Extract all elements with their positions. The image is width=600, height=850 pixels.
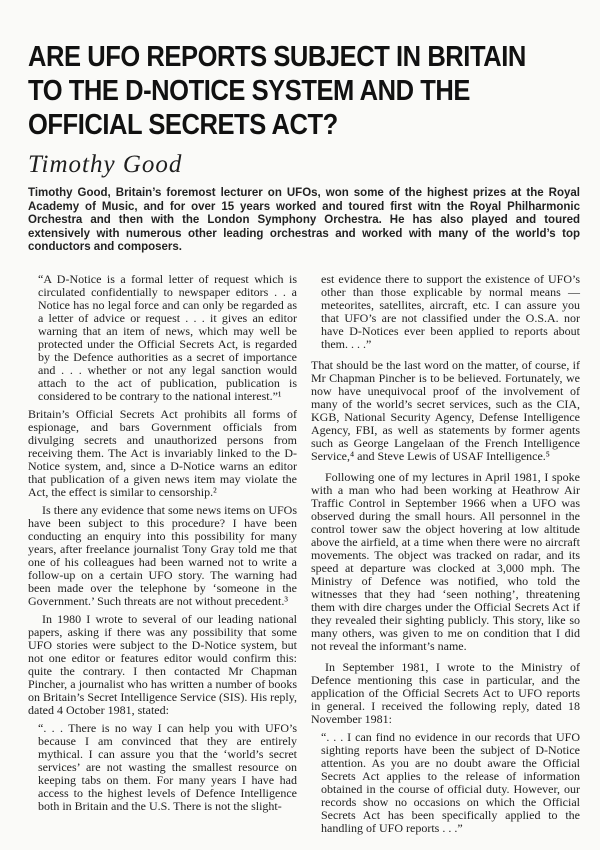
paragraph-heathrow-incident: Following one of my lectures in April 1981, I spoke with a man who had been working at Heathrow Air Traffic Control in September 1966 when a UFO was observed during the small hours. All personnel in the control tower saw the object hovering at low altitude above the airfield, at a time when there were no aircraft movements. The object was tracked on radar, and its speed at departure was clocked at 3,000 mph. The Ministry of Defence was notified, who told the witnesses that they had ‘seen nothing’, threatening them with dire charges under the Official Secrets Act if they revealed their sighting publicly. This story, like so many others, was given to me on condition that I did not reveal the informant’s name. (311, 469, 580, 653)
blockquote-mod-reply: “. . . I can find no evidence in our records that UFO sighting reports have been the subject of D-Notice attention. As you are no doubt aware the Official Secrets Act applies to the release of information obtained in the course of official duty. However, our records show no occasions on which the Official Secrets Act has been specifically applied to the handling of UFO reports . . .” (321, 729, 580, 835)
title-line-3: OFFICIAL SECRETS ACT? (28, 109, 338, 141)
author-byline: Timothy Good (28, 151, 183, 178)
article-body (28, 273, 580, 835)
blockquote-pincher-reply-end: est evidence there to support the existence of UFO’s other than those explicable by normal means — meteorites, satellites, aircraft, etc. I can assure you that UFO’s are not classified under the O.S.A. nor have D-Notices ever been applied to reports about them. . . .” (321, 271, 580, 351)
author-bio: Timothy Good, Britain’s foremost lecturer on UFOs, won some of the highest prizes at the Royal Academy of Music, and for over 15 years worked and toured first witn the Royal Philharmonic Orchestra and then with the London Symphony Orchestra. He has also played and toured extensively with numerous other leading orchestras and worked with many of the world’s top conductors and composers. (28, 187, 580, 253)
paragraph-official-secrets-act: Britain’s Official Secrets Act prohibits all forms of espionage, and bars Government officials from divulging secrets and unauthorized persons from receiving them. The Act is invariably linked to the D-Notice system, and, since a D-Notice warns an editor that publication of a given news item may violate the Act, the effect is similar to censorship.² (28, 406, 297, 499)
article-header (28, 40, 580, 255)
left-column (28, 273, 297, 835)
article-title (28, 40, 526, 142)
title-line-1: ARE UFO REPORTS SUBJECT IN BRITAIN (28, 41, 526, 73)
paragraph-last-word: That should be the last word on the matter, of course, if Mr Chapman Pincher is to be believed. Fortunately, we now have unequivocal proof of the involvement of many of the world’s secret services, such as the CIA, KGB, National Security Agency, Defense Intelligence Agency, FBI, as well as statements by former agents such as George Langelaan of the French Intelligence Service,⁴ and Steve Lewis of USAF Intelligence.⁵ (311, 357, 580, 463)
title-line-2: TO THE D-NOTICE SYSTEM AND THE (28, 75, 470, 107)
blockquote-pincher-reply-start: “. . . There is no way I can help you with UFO’s because I am convinced that they are entirely mythical. I can assure you that the ‘world’s secret services’ are not wasting the smallest resource on keeping tabs on them. For many years I have had access to the highest levels of Defence Intelligence both in Britain and the U.S. There is not the slight- (38, 720, 297, 813)
paragraph-1980-letters: In 1980 I wrote to several of our leading national papers, asking if there was any possibility that some UFO stories were subject to the D-Notice system, but not one editor or features editor would confirm this: quite the contrary. I then contacted Mr Chapman Pincher, a journalist who has written a number of books on Britain’s Secret Intelligence Service (SIS). His reply, dated 4 October 1981, stated: (28, 611, 297, 717)
blockquote-dnotice-definition: “A D-Notice is a formal letter of request which is circulated confidentially to newspaper editors . . a Notice has no legal force and can only be regarded as a letter of advice or request . . . it gives an editor warning that an item of news, which may well be protected under the Official Secrets Act, is regarded by the Defence authorities as a secret of importance and . . . whether or not any legal sanction would attach to the act of publication, publication is considered to be contrary to the national interest.”¹ (38, 271, 297, 403)
paragraph-evidence-enquiry: Is there any evidence that some news items on UFOs have been subject to this procedure? I have been conducting an enquiry into this possibility for many years, after freelance journalist Tony Gray told me that one of his colleagues had been warned not to write a follow-up on a certain UFO story. The warning had been made over the telephone by ‘someone in the Government.’ Such threats are not without precedent.³ (28, 502, 297, 608)
right-column (311, 273, 580, 835)
paragraph-mod-letter: In September 1981, I wrote to the Ministry of Defence mentioning this case in particular, and the application of the Official Secrets Act to UFO reports in general. I received the following reply, dated 18 November 1981: (311, 659, 580, 726)
